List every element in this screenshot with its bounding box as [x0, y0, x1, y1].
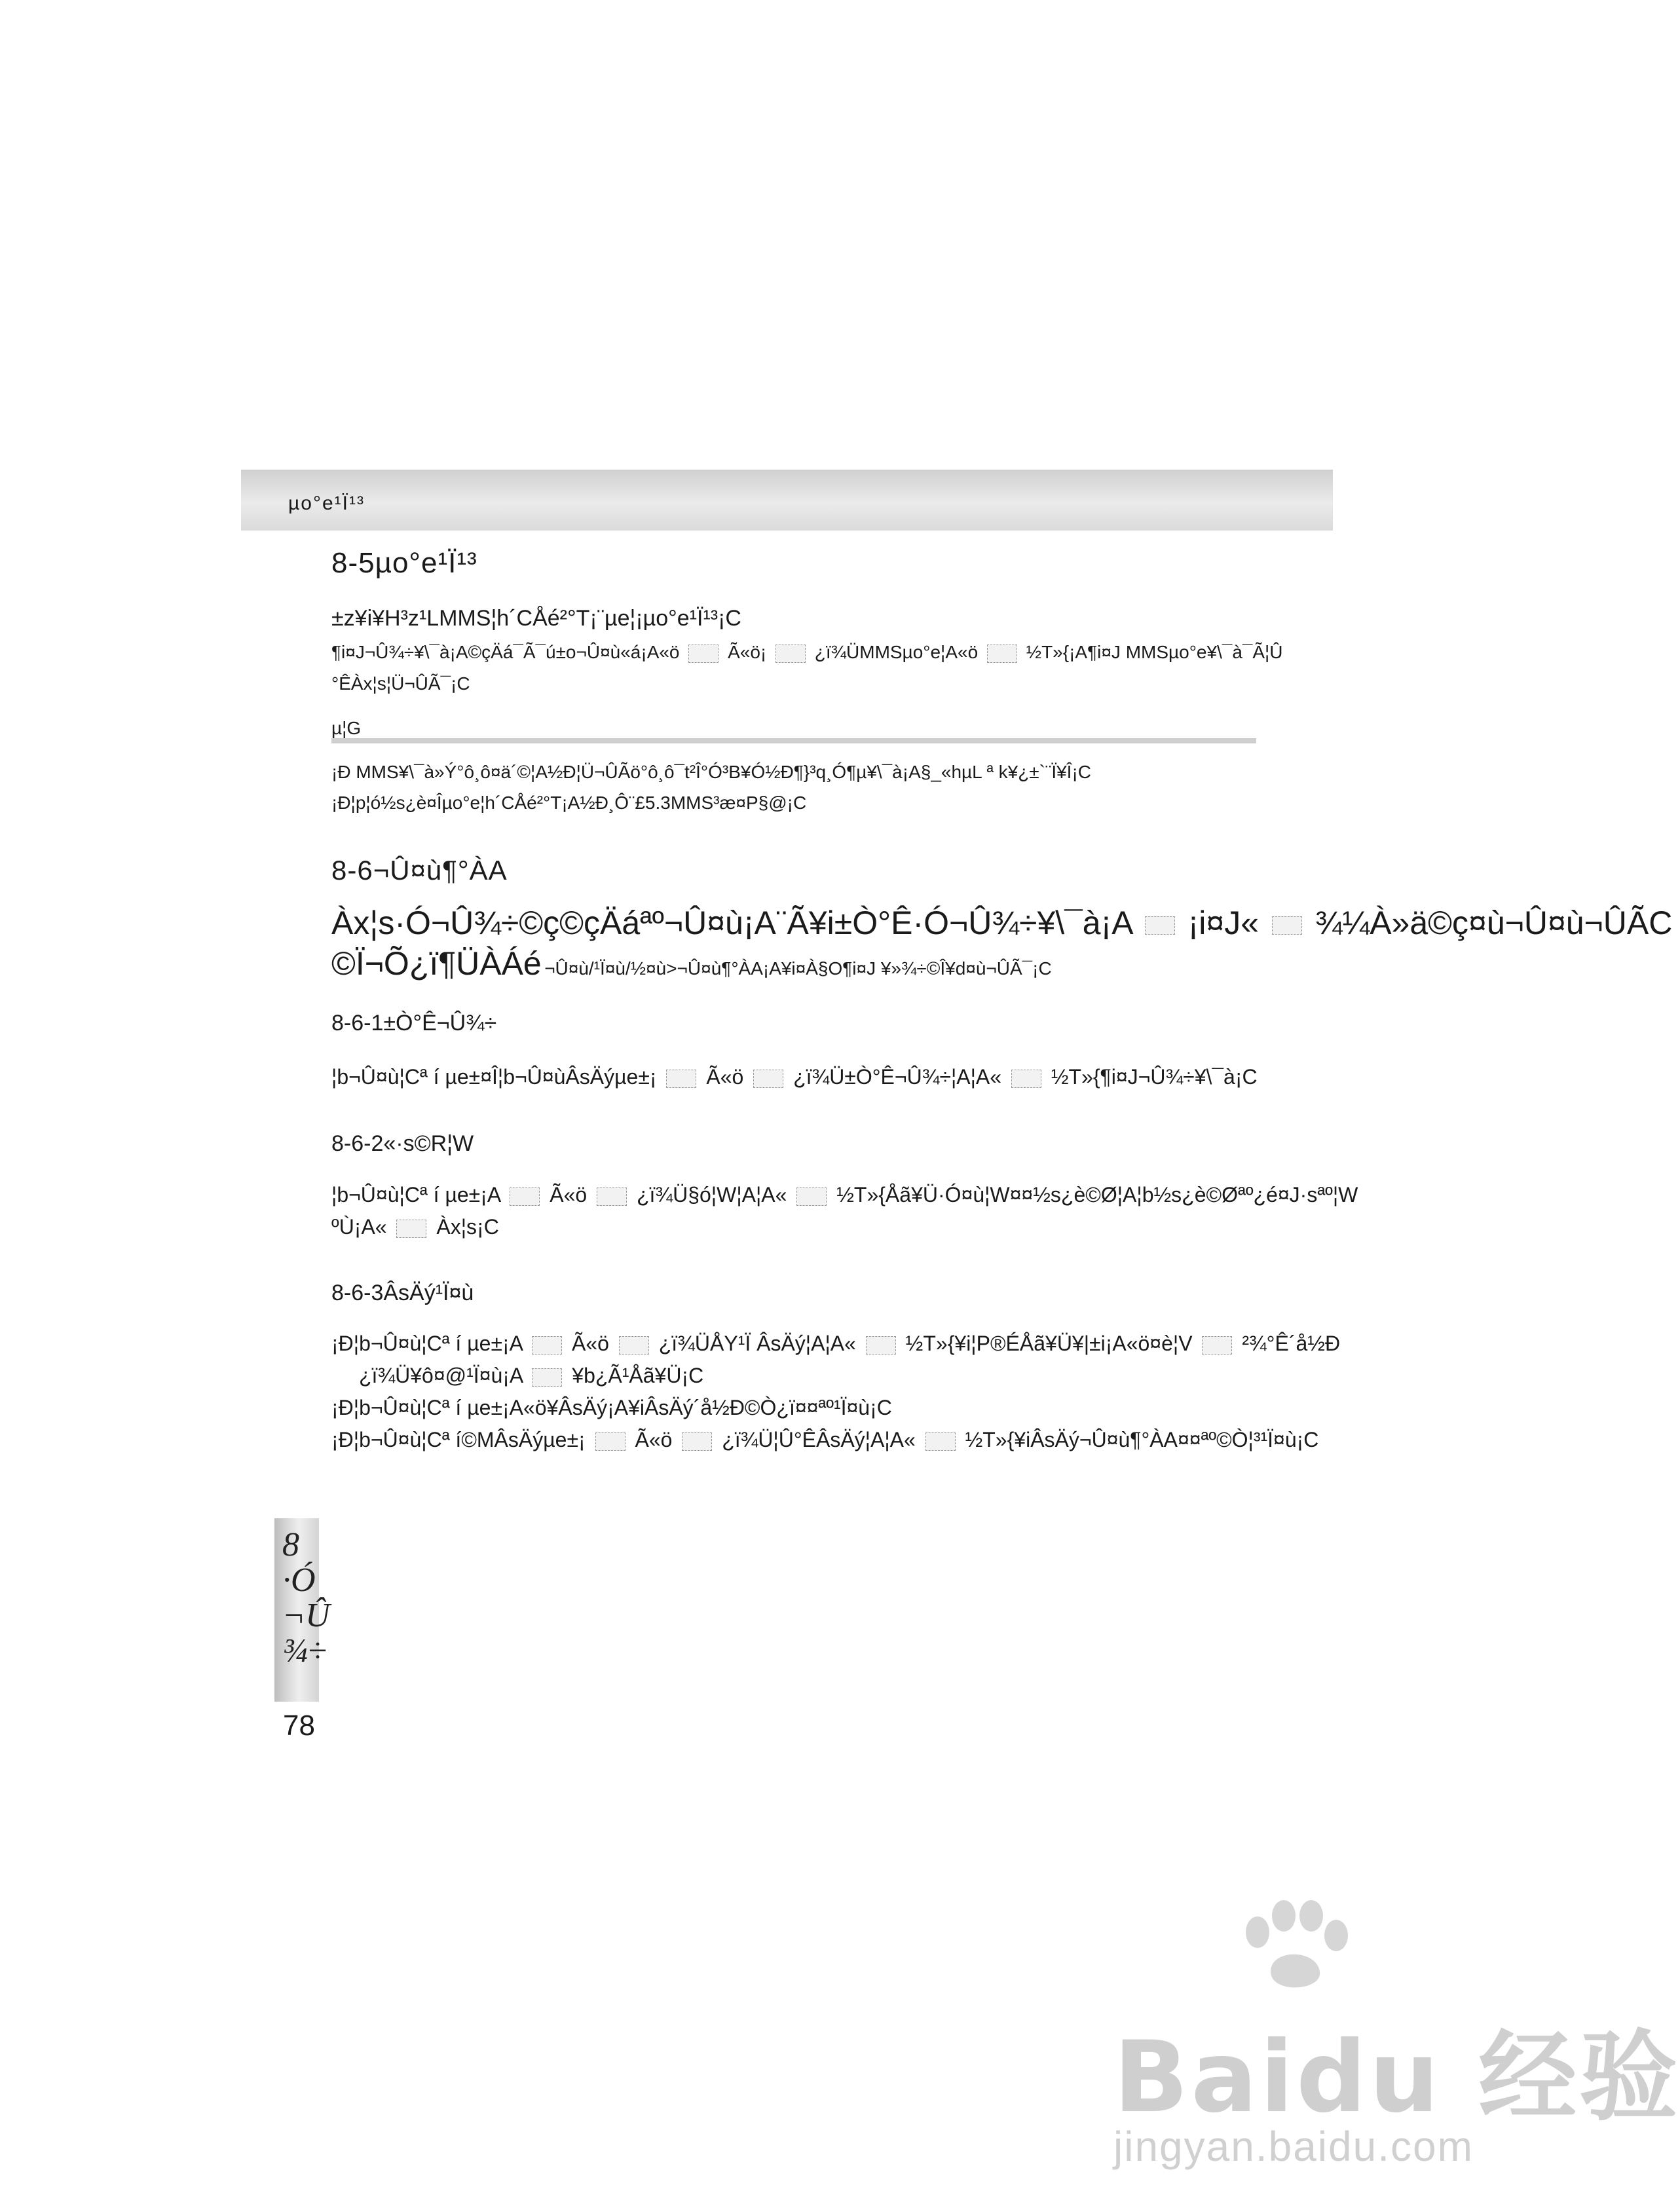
sub2-text-f: Àx¦s¡C	[436, 1215, 499, 1239]
sub2-text-c: ¿ï¾Ü§ó¦W¦A¦A«	[636, 1183, 787, 1206]
sub3-line1-b: Ã«ö	[572, 1332, 609, 1355]
sub1-text-a: ¦b¬Û¤ù¦Cª í µe±¤Î¦b¬Û¤ùÂsÄýµe±¡	[331, 1065, 657, 1089]
para-text-b: Ã«ö¡	[728, 642, 767, 662]
section-8-6-intro-line2	[331, 944, 1052, 982]
side-tab-line: 8	[282, 1526, 299, 1563]
header-title: µo°e¹Ï¹³	[288, 493, 365, 514]
section-8-5-paragraph-line2: °ÊÀx¦s¦Ü¬ÛÃ¯¡C	[331, 673, 470, 694]
sub3-line1-c: ¿ï¾ÜÅY¹Ï ÂsÄý¦A¦A«	[658, 1332, 856, 1355]
header-band	[241, 470, 1333, 531]
select-key-icon	[753, 1070, 783, 1088]
ok-key-icon	[796, 1187, 827, 1206]
sub3-line4-c: ¿ï¾Ü¦Û°ÊÂsÄý¦A¦A«	[722, 1428, 916, 1451]
nav-key-icon	[510, 1187, 540, 1206]
sub2-text-e: ºÙ¡A«	[331, 1215, 387, 1239]
section-8-6-intro-line1	[331, 904, 1672, 942]
select-key-icon	[775, 645, 806, 663]
section-8-6-heading: 8-6¬Û¤ù¶°ÀA	[331, 855, 508, 886]
para-text-c: ¿ï¾ÜMMSµo°e¦A«ö	[814, 642, 979, 662]
ok-key-icon	[1011, 1070, 1041, 1088]
ok-key-icon	[396, 1220, 426, 1238]
select-key-icon	[682, 1432, 712, 1451]
side-tab-line: ¬Û	[282, 1597, 330, 1634]
sub-8-6-1-heading: 8-6-1±Ò°Ê¬Û¾÷	[331, 1011, 497, 1036]
side-tab-line: ·Ó	[282, 1561, 316, 1599]
sub3-line1-a: ¡Ð¦b¬Û¤ù¦Cª í µe±¡A	[331, 1332, 523, 1355]
sub2-text-b: Ã«ö	[550, 1183, 588, 1206]
sub2-text-a: ¦b¬Û¤ù¦Cª í µe±¡A	[331, 1183, 500, 1206]
page-number: 78	[283, 1710, 315, 1742]
side-tab-line: ¾÷	[282, 1632, 327, 1670]
note-line-2: ¡Ð¦p¦ó½s¿è¤Îµo°e¦h´CÅé²°T¡A½Ð¸Ô¨£5.3MMS³æ¤P§@¡C	[331, 793, 807, 813]
sub-8-6-2-heading: 8-6-2«·s©R¦W	[331, 1131, 474, 1156]
nav-key-icon	[532, 1336, 562, 1355]
sub3-line1-d: ½T»{¥i¦P®ÉÅã¥Ü¥|±i¡A«ö¤è¦V	[905, 1332, 1193, 1355]
chapter-side-tab	[274, 1518, 330, 1702]
sub-8-6-3-line1	[331, 1332, 1340, 1356]
intro-line2-text-b: ¬Û¤ù/¹Ï¤ù/½¤ù>¬Û¤ù¶°ÀA¡A¥i¤À§O¶i¤J ¥»¾÷©Î¥d¤ù¬ÛÃ¯¡C	[544, 958, 1052, 979]
watermark-brand: Baidu 经验	[1113, 2021, 1680, 2135]
section-8-5-subtitle: ±z¥i¥H³z¹LMMS¦h´CÅé²°T¡¨µe¦¡µo°e¹Ï¹³¡C	[331, 606, 741, 631]
nav-key-icon	[666, 1070, 696, 1088]
sub-8-6-3-line3: ¡Ð¦b¬Û¤ù¦Cª í µe±¡A«ö¥ÂsÄý¡A¥iÂsÄý´å½Ð©Ò¿ï¤¤ªº¹Ï¤ù¡C	[331, 1396, 892, 1419]
ok-key-icon	[987, 645, 1017, 663]
select-key-icon	[619, 1336, 649, 1355]
sub-8-6-2-text-line2	[331, 1215, 499, 1239]
sub3-line4-d: ½T»{¥iÂsÄý¬Û¤ù¶°ÀA¤¤ªº©Ò¦³¹Ï¤ù¡C	[965, 1428, 1319, 1451]
note-line-1: ¡Ð MMS¥\¯à»Ý°ô¸ô¤ä´©¦A½Ð¦Ü¬ÛÃö°ô¸ô¯t²Î°Ó³B¥Ó½Ð¶}³q¸Ó¶µ¥\¯à¡A§_«hµL ª k¥¿±`¨Ï¥Î¡C	[331, 762, 1091, 782]
sub3-line2-b: ¥b¿Ã¹Åã¥Ü¡C	[572, 1364, 704, 1387]
side-tab-label	[282, 1527, 330, 1669]
para-text-a: ¶i¤J¬Û¾÷¥\¯à¡A©çÄá¯Ã¯ú±o¬Û¤ù«á¡A«ö	[331, 642, 680, 662]
sub3-line1-e: ²¾°Ê´å½Ð	[1242, 1332, 1341, 1355]
select-key-icon	[1272, 916, 1302, 935]
sub1-text-c: ¿ï¾Ü±Ò°Ê¬Û¾÷¦A¦A«	[793, 1065, 1002, 1089]
sub3-line4-a: ¡Ð¦b¬Û¤ù¦Cª í©MÂsÄýµe±¡	[331, 1428, 586, 1451]
sub2-text-d: ½T»{Åã¥Ü·Ó¤ù¦W¤¤½s¿è©Ø¦A¦b½s¿è©Øªº¿é¤J·sªº¦W	[836, 1183, 1358, 1206]
para-text-d: ½T»{¡A¶i¤J MMSµo°e¥\¯à¯Ã¦Û	[1026, 642, 1283, 662]
note-divider	[331, 738, 1256, 743]
intro-text-c: ¾¼À»ä©ç¤ù¬Û¤ù¬ÛÃC	[1315, 905, 1673, 941]
ok-key-icon	[925, 1432, 956, 1451]
nav-key-icon	[1145, 916, 1175, 935]
sub-8-6-3-heading: 8-6-3ÂsÄý¹Ï¤ù	[331, 1281, 474, 1305]
intro-text-a: Àx¦s·Ó¬Û¾÷©ç©çÄáªº¬Û¤ù¡A¨Ã¥i±Ò°Ê·Ó¬Û¾÷¥\¯à¡A	[331, 905, 1132, 941]
ok-key-icon	[532, 1368, 562, 1387]
note-label: µ¦G	[331, 718, 362, 738]
ok-key-icon	[866, 1336, 896, 1355]
intro-line2-text-a: ©Ï¬Õ¿ï¶ÜÀÁé	[331, 945, 542, 982]
sub3-line4-b: Ã«ö	[635, 1428, 673, 1451]
sub1-text-b: Ã«ö	[706, 1065, 744, 1089]
nav-key-icon	[688, 645, 719, 663]
sub3-line2-a: ¿ï¾Ü¥ô¤@¹Ï¤ù¡A	[359, 1364, 523, 1387]
sub1-text-d: ½T»{¶i¤J¬Û¾÷¥\¯à¡C	[1051, 1065, 1258, 1089]
watermark-url: jingyan.baidu.com	[1113, 2123, 1474, 2170]
sub-8-6-3-line4	[331, 1428, 1318, 1452]
sub-8-6-3-line2	[359, 1364, 703, 1388]
direction-key-icon	[1202, 1336, 1232, 1355]
nav-key-icon	[595, 1432, 625, 1451]
baidu-paw-icon	[1231, 1899, 1356, 1998]
intro-text-b: ¡i¤J«	[1187, 905, 1259, 941]
section-8-5-heading: 8-5µo°e¹Ï¹³	[331, 547, 477, 579]
section-8-5-paragraph-line1	[331, 642, 1283, 663]
select-key-icon	[597, 1187, 627, 1206]
sub-8-6-1-text	[331, 1065, 1258, 1089]
sub-8-6-2-text-line1	[331, 1183, 1358, 1207]
